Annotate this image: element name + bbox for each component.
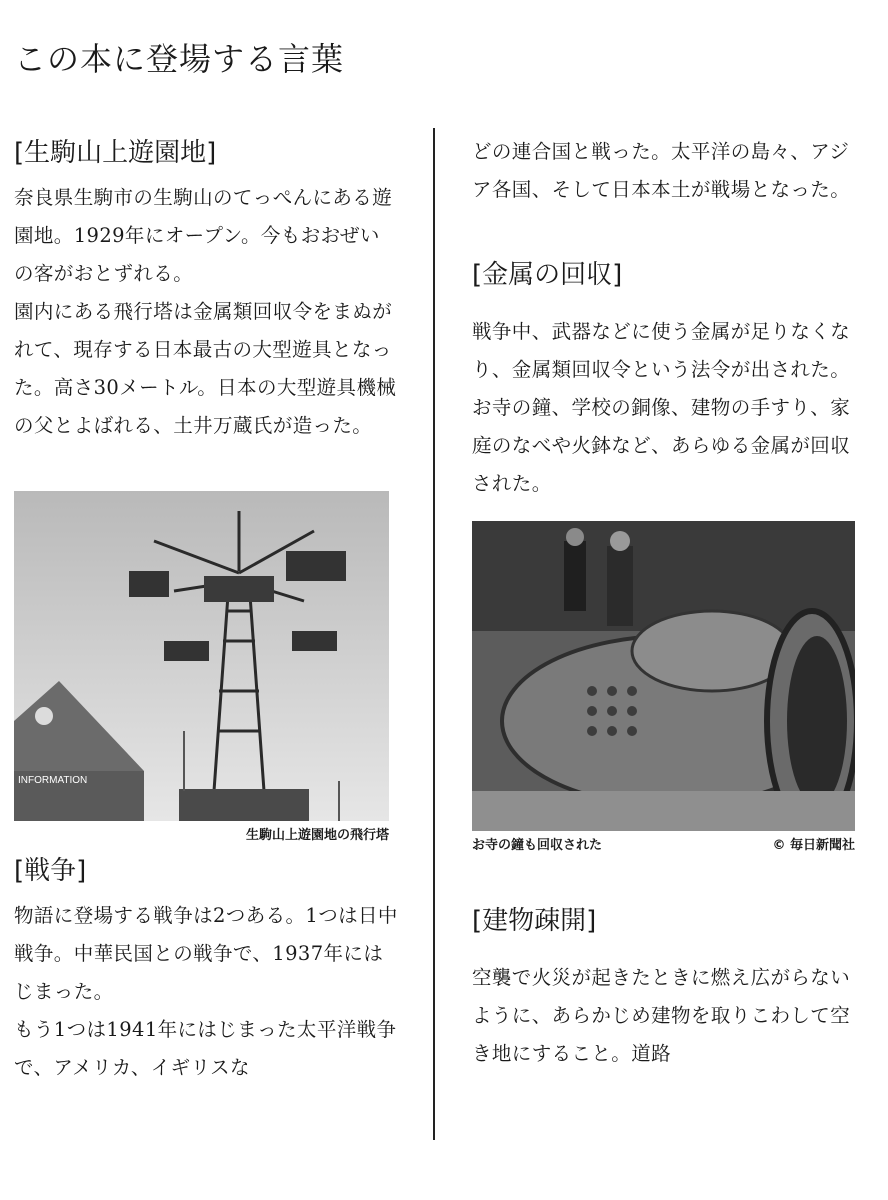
- column-divider: [433, 128, 435, 1140]
- bell-photo-block: [472, 521, 860, 855]
- page-title: この本に登場する言葉: [14, 40, 345, 78]
- left-column: [14, 133, 399, 1087]
- temple-bell-photo: [472, 521, 855, 831]
- ikoma-photo-block: [14, 491, 399, 845]
- war-heading: [戦争]: [14, 856, 87, 886]
- ikoma-flying-tower-photo: [14, 491, 389, 821]
- war-paragraph-1: 物語に登場する戦争は2つある。1つは日中戦争。中華民国との戦争で、1937年にはじまった。: [14, 904, 398, 1003]
- ikoma-paragraph-1: 奈良県生駒市の生駒山のてっぺんにある遊園地。1929年にオープン。今もおおぜいの客がおとずれる。: [14, 186, 393, 285]
- bell-caption-row: [472, 837, 855, 855]
- war-paragraph-2: もう1つは1941年にはじまった太平洋戦争で、アメリカ、イギリスな: [14, 1018, 397, 1079]
- evacuation-heading: [建物疎開]: [472, 906, 597, 936]
- right-column: [472, 133, 860, 1073]
- war-continuation: どの連合国と戦った。太平洋の島々、アジア各国、そして日本本土が戦場となった。: [472, 140, 851, 201]
- photo-credit: © 毎日新聞社: [772, 838, 855, 853]
- bell-photo-caption: お寺の鐘も回収された: [472, 838, 603, 853]
- evacuation-paragraph-1: 空襲で火災が起きたときに燃え広がらないように、あらかじめ建物を取りこわして空き地にすること。道路: [472, 966, 851, 1065]
- ikoma-paragraph-2: 園内にある飛行塔は金属類回収令をまぬがれて、現存する日本最古の大型遊具となった。高さ30メートル。日本の大型遊具機械の父とよばれる、土井万蔵氏が造った。: [14, 300, 397, 437]
- ikoma-heading: [生駒山上遊園地]: [14, 138, 217, 168]
- metal-paragraph-2: お寺の鐘、学校の銅像、建物の手すり、家庭のなべや火鉢など、あらゆる金属が回収された。: [472, 396, 851, 495]
- metal-paragraph-1: 戦争中、武器などに使う金属が足りなくなり、金属類回収令という法令が出された。: [472, 320, 851, 381]
- ikoma-photo-caption: 生駒山上遊園地の飛行塔: [245, 828, 389, 843]
- metal-heading: [金属の回収]: [472, 260, 623, 290]
- information-sign-text: INFORMATION: [18, 775, 88, 786]
